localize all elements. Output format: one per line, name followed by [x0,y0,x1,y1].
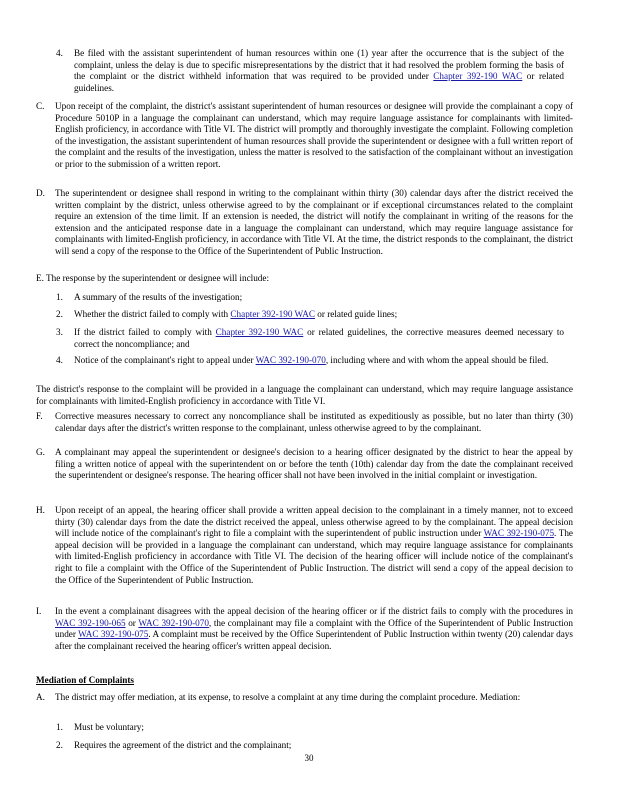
section-i-text: In the event a complainant disagrees with the appeal decision of the hearing officer or if the district fails to comply with the procedures in WAC 392-190-065 or WAC 392-190-070, the complainant may file a complaint with the Office of the Superintendent of Public Instruction under WAC 392-190-075. A complaint must be received by the Office Superintendent of Public Instruction within twenty (20) calendar days after the complainant received the hearing officer's written appeal decision. [55,606,573,651]
e-item-1-text: A summary of the results of the investigation; [74,292,243,302]
mediation-a-text: The district may offer mediation, at its expense, to resolve a complaint at any time during the complaint procedure. Mediation: [55,692,521,702]
mediation-item-1-text: Must be voluntary; [74,722,144,732]
wac-392-190-070-link[interactable]: WAC 392-190-070 [255,355,326,365]
section-c-marker: C. [36,101,45,111]
wac-392-190-070-link[interactable]: WAC 392-190-070 [138,617,209,628]
response-language-note: The district's response to the complaint will be provided in a language the complainant can understand, which may require language assistance for complainants with limited-English proficiency in accordance with Title VI. [36,384,573,406]
chapter-392-190-wac-link[interactable]: Chapter 392-190 WAC [215,327,304,337]
e-item-4-text: Notice of the complainant's right to appeal under WAC 392-190-070, including where and with whom the appeal should be filed. [74,355,549,365]
mediation-item-1-marker: 1. [56,722,63,732]
section-i-marker: I. [36,606,42,616]
section-h-marker: H. [36,505,45,515]
section-e-intro: E. The response by the superintendent or designee will include: [36,273,270,283]
section-h-text: Upon receipt of an appeal, the hearing officer shall provide a written appeal decision to the complainant in a timely manner, not to exceed thirty (30) calendar days from the date the district received the appeal, unless otherwise agreed to by the complainant. The appeal decision will include notice of the complainant's right to file a complaint with the superintendent of public instruction under WAC 392-190-075. The appeal decision will be provided in a language the complainant can understand, which may require language assistance for complainants with limited-English proficiency in accordance with Title VI. The decision of the hearing officer will include notice of the complainant's right to file a complaint with the Office of the Superintendent of Public Instruction. The district will send a copy of the appeal decision to the Office of the Superintendent of Public Instruction. [55,505,573,585]
wac-392-190-075-link[interactable]: WAC 392-190-075 [78,629,149,640]
section-f-marker: F. [36,411,43,421]
mediation-item-2-text: Requires the agreement of the district and the complainant; [74,740,292,750]
chapter-392-190-wac-link[interactable]: Chapter 392-190 WAC [433,71,523,82]
section-g-text: A complainant may appeal the superintendent or designee's decision to a hearing officer designated by the district to hear the appeal by filing a written notice of appeal with the superintendent on or before the tenth (10th) calendar day from the date the complainant received the superintendent or designee's response. The hearing officer shall not have been involved in the initial complaint or investigation. [55,447,573,481]
mediation-item-2-marker: 2. [56,740,63,750]
e-item-2-marker: 2. [56,309,63,319]
mediation-heading: Mediation of Complaints [36,675,135,685]
e-item-4-marker: 4. [56,355,63,365]
section-d-marker: D. [36,188,45,198]
item-4-text: Be filed with the assistant superintendent of human resources within one (1) year after the occurrence that is the subject of the complaint, unless the delay is due to specific misrepresentations by the district that it had resolved the problem forming the basis of the complaint or the district withheld information that was required to be provided under Chapter 392-190 WAC or related guidelines. [74,48,564,93]
e-item-2-text: Whether the district failed to comply with Chapter 392-190 WAC or related guide lines; [74,309,398,319]
section-c-text: Upon receipt of the complaint, the district's assistant superintendent of human resources or designee will provide the complainant a copy of Procedure 5010P in a language the complainant can understand, which may require language assistance for complainants with limited-English proficiency, in accordance with Title VI. The district will promptly and thoroughly investigate the complaint. Following completion of the investigation, the assistant superintendent of human resources shall provide the superintendent or designee with a full written report of the complaint and the results of the investigation, unless the matter is resolved to the satisfaction of the complainant without an investigation or prior to the submission of a written report. [55,101,573,169]
section-g-marker: G. [36,447,45,457]
e-item-1-marker: 1. [56,292,63,302]
wac-392-190-065-link[interactable]: WAC 392-190-065 [55,617,126,628]
section-f-text: Corrective measures necessary to correct any noncompliance shall be instituted as expeditiously as possible, but no later than thirty (30) calendar days after the district's written response to the complainant, unless otherwise agreed to by the complainant. [55,411,573,433]
e-item-3-text: If the district failed to comply with Chapter 392-190 WAC or related guidelines, the corrective measures deemed necessary to correct the noncompliance; and [74,327,565,349]
page-number: 30 [304,753,314,763]
chapter-392-190-wac-link[interactable]: Chapter 392-190 WAC [230,309,315,319]
e-item-3-marker: 3. [56,327,63,337]
section-d-text: The superintendent or designee shall respond in writing to the complainant within thirty (30) calendar days after the district received the written complaint by the district, unless otherwise agreed to by the complainant or if exceptional circumstances related to the complaint require an extension of the time limit. If an extension is needed, the district will notify the complainant in writing of the reasons for the extension and the anticipated response date in a language the complainant can understand, which may require language assistance for complainants with limited-English proficiency, in accordance with Title VI. At the time, the district responds to the complainant, the district will send a copy of the response to the Office of the Superintendent of Public Instruction. [55,188,573,256]
mediation-a-marker: A. [36,692,45,702]
item-4-marker: 4. [56,48,63,58]
wac-392-190-075-link[interactable]: WAC 392-190-075 [483,528,555,539]
